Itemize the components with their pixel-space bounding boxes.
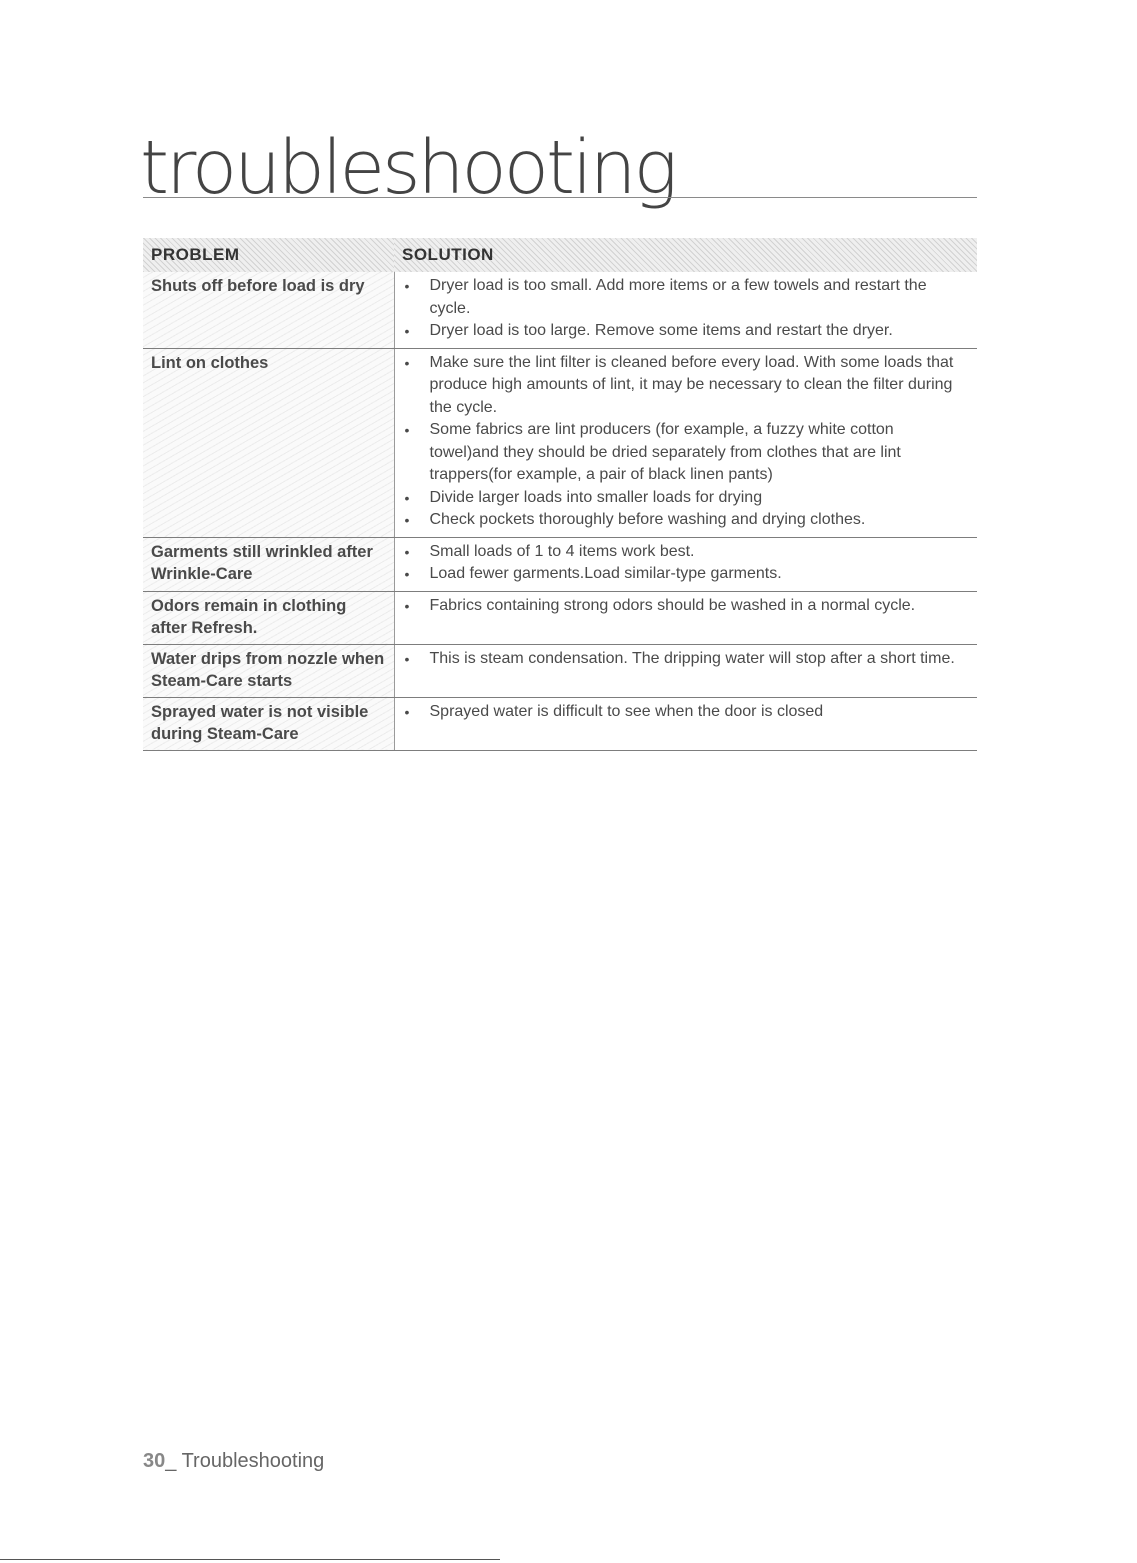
page-number: 30: [143, 1450, 166, 1472]
solution-list: [395, 352, 978, 532]
table-row: [143, 591, 977, 644]
solution-column-header: SOLUTION: [394, 238, 977, 272]
problem-cell: Odors remain in clothing after Refresh.: [143, 591, 394, 644]
bullet-icon: •: [404, 543, 410, 560]
table-row: [143, 644, 977, 697]
bullet-icon: •: [404, 354, 410, 371]
problem-cell: Garments still wrinkled after Wrinkle-Care: [143, 537, 394, 591]
solution-item: [395, 352, 978, 420]
solution-text: Dryer load is too small. Add more items or a few towels and restart the cycle.: [429, 277, 927, 317]
table-row: [143, 697, 977, 750]
solution-list: [395, 595, 978, 618]
table-row: [143, 272, 977, 348]
problem-column-header: PROBLEM: [143, 238, 394, 272]
solution-text: Divide larger loads into smaller loads for drying: [429, 488, 763, 506]
footer-separator: _: [165, 1450, 177, 1472]
solution-item: [395, 595, 978, 618]
solution-cell: [394, 697, 977, 750]
solution-text: Dryer load is too large. Remove some items and restart the dryer.: [429, 322, 893, 339]
bullet-icon: •: [404, 566, 410, 582]
solution-item: [395, 701, 978, 724]
solution-item: [395, 487, 978, 510]
solution-item: [395, 320, 978, 343]
solution-item: [395, 509, 978, 532]
solution-text: Load fewer garments.Load similar-type garments.: [429, 565, 782, 582]
solution-text: Check pockets thoroughly before washing and drying clothes.: [429, 511, 866, 528]
solution-text: Small loads of 1 to 4 items work best.: [429, 542, 695, 560]
solution-list: [395, 275, 978, 343]
solution-text: Sprayed water is difficult to see when the door is closed: [429, 702, 824, 720]
footer-section-name: Troubleshooting: [181, 1450, 325, 1472]
problem-cell: Shuts off before load is dry: [143, 272, 394, 348]
solution-text: Some fabrics are lint producers (for example, a fuzzy white cotton towel)and they should be dried separately from clothes that are lint trappers(for example, a pair of black linen pants): [429, 421, 901, 483]
solution-cell: [394, 591, 977, 644]
solution-cell: [394, 644, 977, 697]
solution-cell: [394, 348, 977, 537]
page-title: troubleshooting: [140, 125, 675, 211]
solution-item: [395, 419, 978, 487]
bullet-icon: •: [404, 278, 410, 294]
bottom-rule: [0, 1559, 500, 1560]
bullet-icon: •: [404, 422, 410, 438]
solution-list: [395, 541, 978, 586]
table-row: [143, 348, 977, 537]
solution-item: [395, 275, 978, 320]
bullet-icon: •: [404, 512, 410, 528]
solution-cell: [394, 537, 977, 591]
solution-text: Fabrics containing strong odors should be washed in a normal cycle.: [429, 596, 916, 614]
problem-cell: Lint on clothes: [143, 348, 394, 537]
bullet-icon: •: [404, 703, 410, 720]
problem-cell: Water drips from nozzle when Steam-Care starts: [143, 644, 394, 697]
solution-cell: [394, 272, 977, 348]
page-footer: [143, 1450, 324, 1473]
bullet-icon: •: [404, 650, 410, 667]
bullet-icon: •: [404, 323, 410, 339]
solution-item: [395, 563, 978, 586]
solution-text: Make sure the lint filter is cleaned before every load. With some loads that produce high amounts of lint, it may be necessary to clean the filter during the cycle.: [429, 353, 954, 416]
solution-text: This is steam condensation. The dripping water will stop after a short time.: [429, 649, 955, 667]
table-body: [143, 272, 977, 750]
bullet-icon: •: [404, 489, 410, 506]
solution-list: [395, 648, 978, 671]
table-row: [143, 537, 977, 591]
solution-item: [395, 648, 978, 671]
solution-list: [395, 701, 978, 724]
solution-item: [395, 541, 978, 564]
table-header-row: [143, 238, 977, 272]
problem-cell: Sprayed water is not visible during Steam-Care: [143, 697, 394, 750]
bullet-icon: •: [404, 597, 410, 614]
title-rule: [143, 197, 977, 198]
troubleshooting-table: [143, 238, 977, 751]
